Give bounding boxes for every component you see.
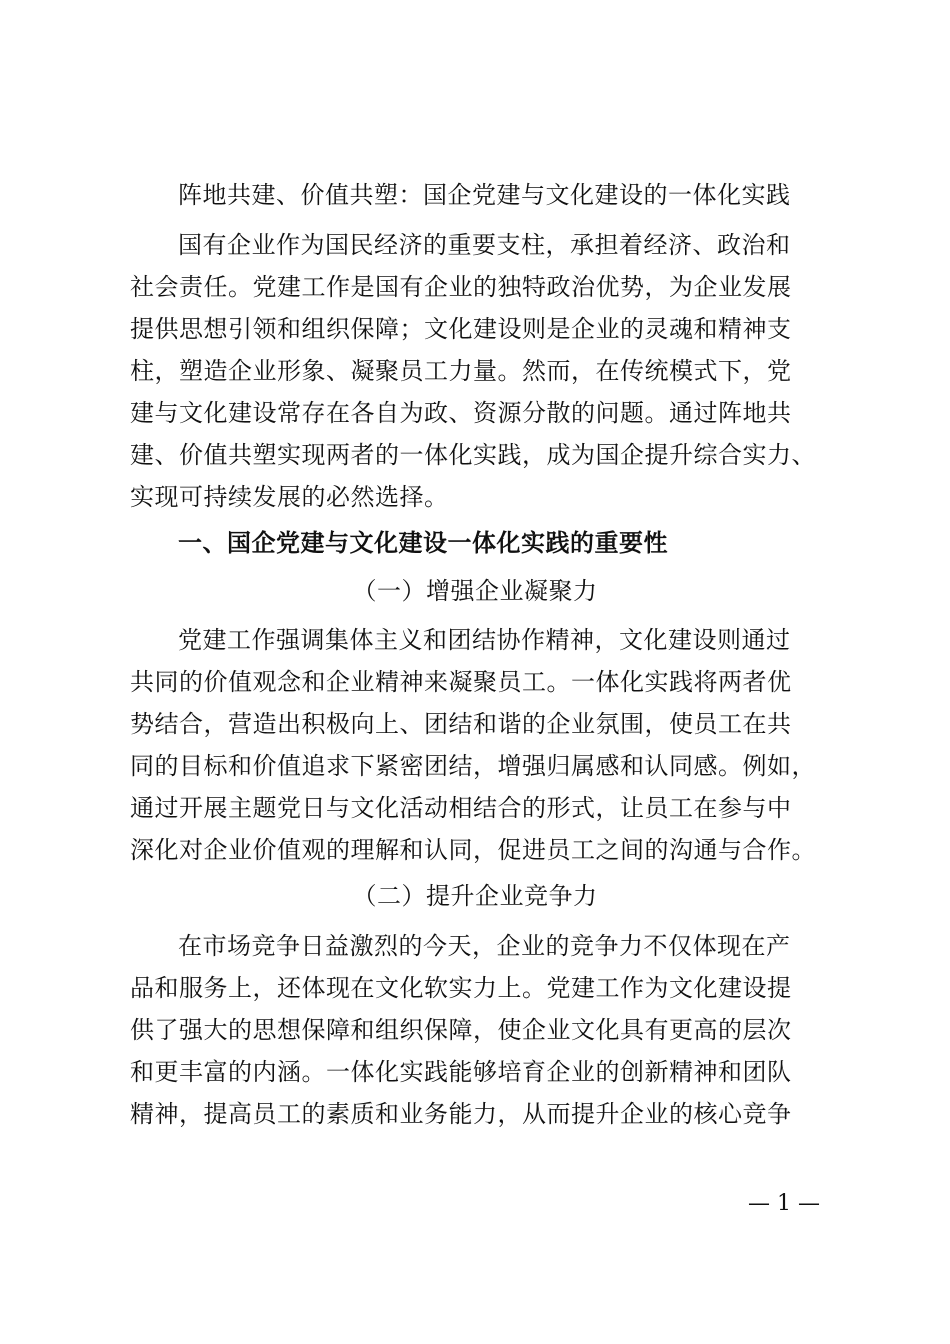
page-number: — 1 — xyxy=(748,1191,820,1216)
paragraph-line: 品和服务上，还体现在文化软实力上。党建工作为文化建设提 xyxy=(130,974,792,1002)
intro-line: 建、价值共塑实现两者的一体化实践，成为国企提升综合实力、 xyxy=(130,441,816,469)
paragraph-line: 党建工作强调集体主义和团结协作精神，文化建设则通过 xyxy=(178,626,791,654)
paragraph-line: 供了强大的思想保障和组织保障，使企业文化具有更高的层次 xyxy=(130,1016,792,1044)
intro-line: 国有企业作为国民经济的重要支柱，承担着经济、政治和 xyxy=(178,231,791,259)
paragraph-line: 和更丰富的内涵。一体化实践能够培育企业的创新精神和团队 xyxy=(130,1058,792,1086)
paragraph-line: 势结合，营造出积极向上、团结和谐的企业氛围，使员工在共 xyxy=(130,710,792,738)
intro-line: 建与文化建设常存在各自为政、资源分散的问题。通过阵地共 xyxy=(130,399,792,427)
intro-line: 提供思想引领和组织保障；文化建设则是企业的灵魂和精神支 xyxy=(130,315,792,343)
paragraph-line: 在市场竞争日益激烈的今天，企业的竞争力不仅体现在产 xyxy=(178,932,791,960)
subsection-heading: （二）提升企业竞争力 xyxy=(352,882,598,910)
intro-line: 社会责任。党建工作是国有企业的独特政治优势，为企业发展 xyxy=(130,273,792,301)
intro-line: 柱，塑造企业形象、凝聚员工力量。然而，在传统模式下，党 xyxy=(130,357,792,385)
document-title: 阵地共建、价值共塑：国企党建与文化建设的一体化实践 xyxy=(178,181,791,209)
paragraph-line: 通过开展主题党日与文化活动相结合的形式，让员工在参与中 xyxy=(130,794,792,822)
paragraph-line: 深化对企业价值观的理解和认同，促进员工之间的沟通与合作。 xyxy=(130,836,816,864)
paragraph-line: 精神，提高员工的素质和业务能力，从而提升企业的核心竞争 xyxy=(130,1100,792,1128)
paragraph-line: 同的目标和价值追求下紧密团结，增强归属感和认同感。例如， xyxy=(130,752,816,780)
intro-line: 实现可持续发展的必然选择。 xyxy=(130,483,449,511)
paragraph-line: 共同的价值观念和企业精神来凝聚员工。一体化实践将两者优 xyxy=(130,668,792,696)
subsection-heading: （一）增强企业凝聚力 xyxy=(352,577,598,605)
section-heading: 一、国企党建与文化建设一体化实践的重要性 xyxy=(178,529,668,557)
